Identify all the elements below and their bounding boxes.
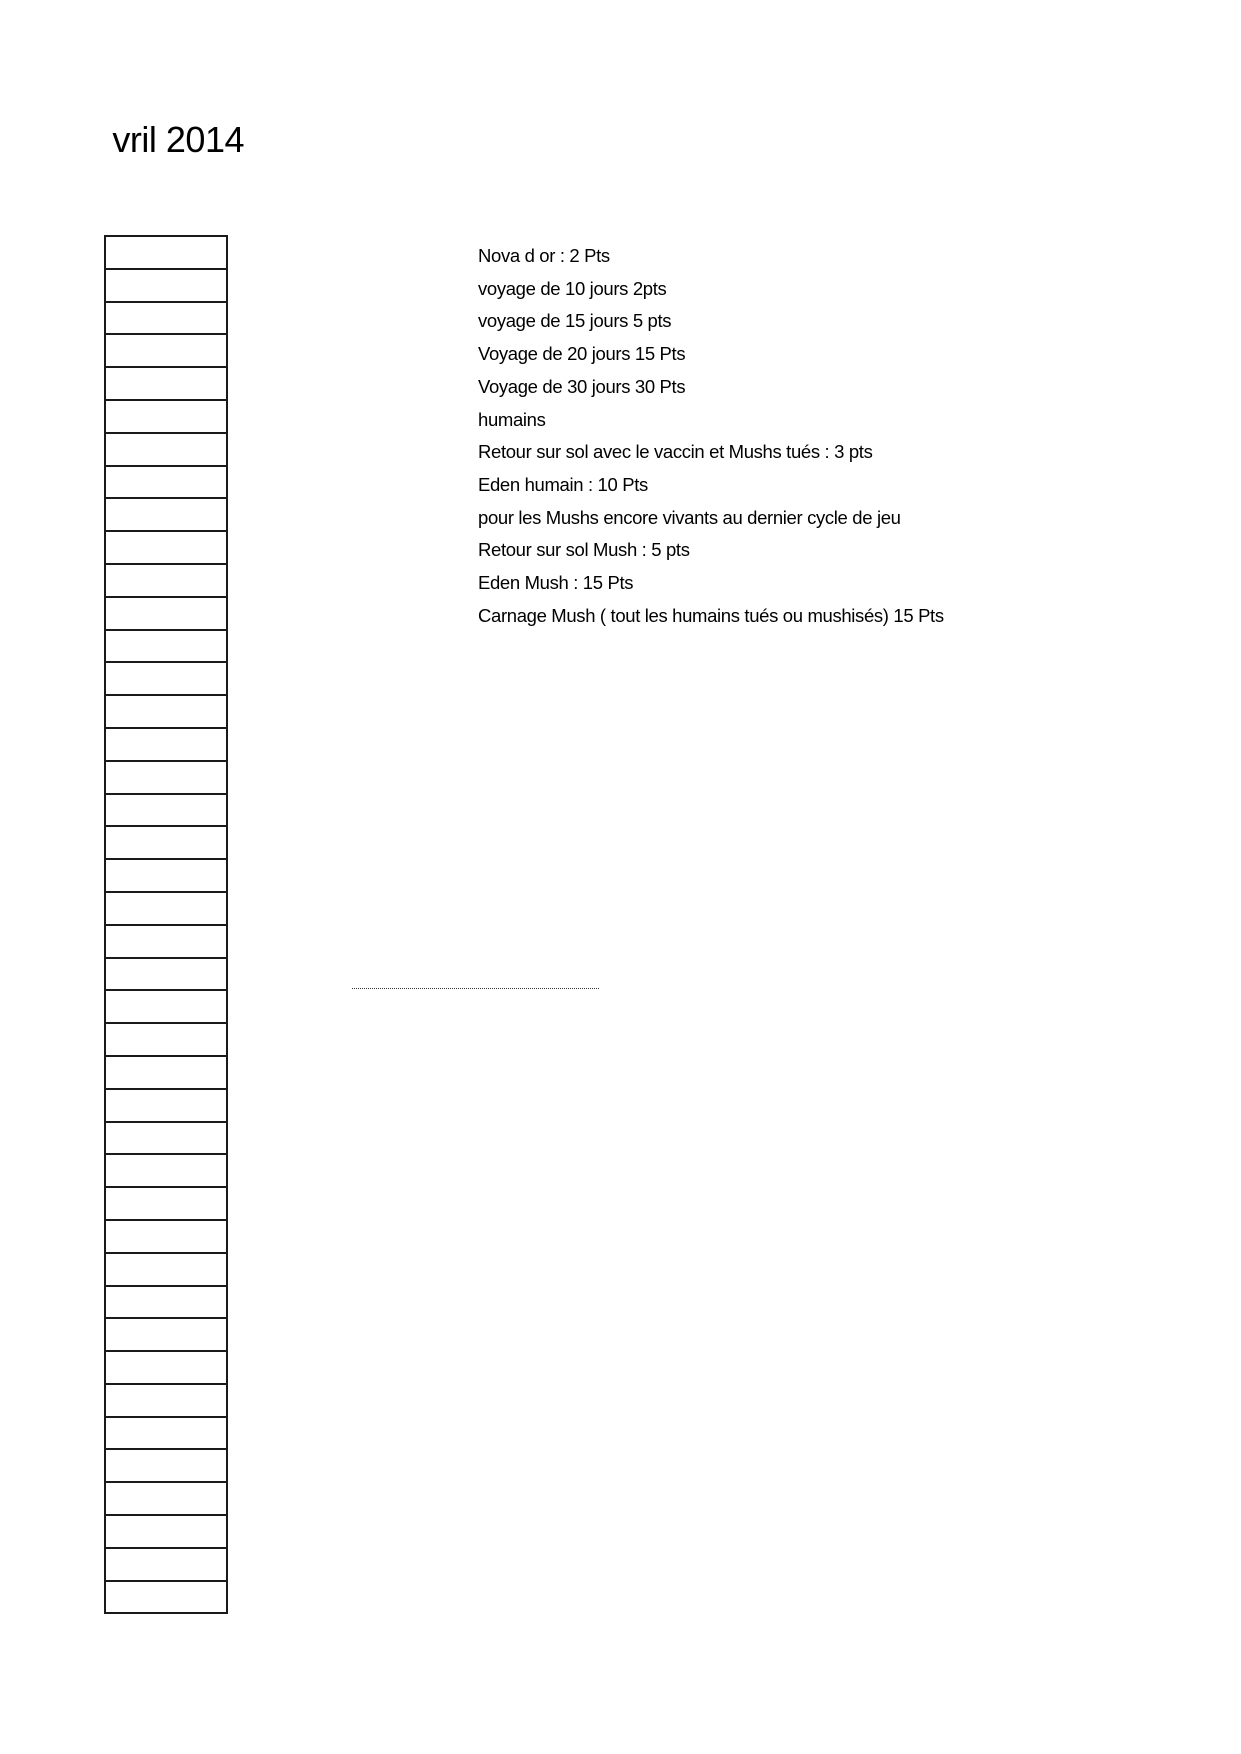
table-row xyxy=(105,1253,227,1286)
table-row xyxy=(105,761,227,794)
table-cell[interactable] xyxy=(105,1187,227,1220)
table-cell[interactable] xyxy=(105,1056,227,1089)
table-row xyxy=(105,1482,227,1515)
table-row xyxy=(105,925,227,958)
table-row xyxy=(105,531,227,564)
table-cell[interactable] xyxy=(105,990,227,1023)
table-row xyxy=(105,1384,227,1417)
table-cell[interactable] xyxy=(105,302,227,335)
rule-line: Carnage Mush ( tout les humains tués ou mushisés) 15 Pts xyxy=(478,604,944,626)
table-cell[interactable] xyxy=(105,236,227,269)
table-cell[interactable] xyxy=(105,925,227,958)
table-row xyxy=(105,728,227,761)
table-cell[interactable] xyxy=(105,597,227,630)
table-row xyxy=(105,662,227,695)
table-row xyxy=(105,859,227,892)
table-row xyxy=(105,892,227,925)
table-row xyxy=(105,433,227,466)
table-cell[interactable] xyxy=(105,433,227,466)
table-row xyxy=(105,1449,227,1482)
table-cell[interactable] xyxy=(105,1581,227,1614)
table-row xyxy=(105,1154,227,1187)
rule-line: Voyage de 20 jours 15 Pts xyxy=(478,343,686,365)
table-row xyxy=(105,564,227,597)
table-cell[interactable] xyxy=(105,498,227,531)
table-cell[interactable] xyxy=(105,630,227,663)
rule-line: Retour sur sol avec le vaccin et Mushs tués : 3 pts xyxy=(478,441,873,463)
table-cell[interactable] xyxy=(105,826,227,859)
table-cell[interactable] xyxy=(105,269,227,302)
table-row xyxy=(105,1548,227,1581)
table-row xyxy=(105,236,227,269)
table-cell[interactable] xyxy=(105,531,227,564)
table-cell[interactable] xyxy=(105,1449,227,1482)
rule-line: Nova d or : 2 Pts xyxy=(478,245,610,266)
table-cell[interactable] xyxy=(105,1515,227,1548)
table-row xyxy=(105,695,227,728)
table-cell[interactable] xyxy=(105,466,227,499)
table-row xyxy=(105,630,227,663)
table-cell[interactable] xyxy=(105,1318,227,1351)
table-row xyxy=(105,1581,227,1614)
table-cell[interactable] xyxy=(105,695,227,728)
table-row xyxy=(105,498,227,531)
table-cell[interactable] xyxy=(105,794,227,827)
table-row xyxy=(105,269,227,302)
table-row xyxy=(105,367,227,400)
table-cell[interactable] xyxy=(105,1286,227,1319)
rule-line: voyage de 15 jours 5 pts xyxy=(478,310,672,332)
rule-line: voyage de 10 jours 2pts xyxy=(478,277,667,299)
table-cell[interactable] xyxy=(105,1122,227,1155)
table-row xyxy=(105,1023,227,1056)
rule-line: Voyage de 30 jours 30 Pts xyxy=(478,375,686,397)
table-cell[interactable] xyxy=(105,334,227,367)
table-row xyxy=(105,1122,227,1155)
table-row xyxy=(105,400,227,433)
table-row xyxy=(105,466,227,499)
table-cell[interactable] xyxy=(105,1417,227,1450)
page-title-container xyxy=(102,118,302,166)
table-row xyxy=(105,958,227,991)
table-row xyxy=(105,302,227,335)
table-row xyxy=(105,334,227,367)
score-grid-body xyxy=(105,236,227,1613)
table-cell[interactable] xyxy=(105,1384,227,1417)
table-cell[interactable] xyxy=(105,1351,227,1384)
table-cell[interactable] xyxy=(105,400,227,433)
table-row xyxy=(105,1351,227,1384)
table-cell[interactable] xyxy=(105,662,227,695)
table-row xyxy=(105,1515,227,1548)
table-row xyxy=(105,1056,227,1089)
rule-section-heading: pour les Mushs encore vivants au dernier cycle de jeu xyxy=(478,506,901,528)
table-cell[interactable] xyxy=(105,1089,227,1122)
table-row xyxy=(105,1220,227,1253)
table-cell[interactable] xyxy=(105,1253,227,1286)
table-cell[interactable] xyxy=(105,859,227,892)
table-row xyxy=(105,990,227,1023)
table-row xyxy=(105,1089,227,1122)
table-cell[interactable] xyxy=(105,1548,227,1581)
table-row xyxy=(105,1286,227,1319)
score-grid-table xyxy=(104,235,228,1614)
table-row xyxy=(105,1417,227,1450)
table-cell[interactable] xyxy=(105,728,227,761)
table-row xyxy=(105,1187,227,1220)
table-row xyxy=(105,826,227,859)
table-cell[interactable] xyxy=(105,1023,227,1056)
table-row xyxy=(105,794,227,827)
table-row xyxy=(105,597,227,630)
table-cell[interactable] xyxy=(105,1220,227,1253)
table-cell[interactable] xyxy=(105,367,227,400)
page-title: vril 2014 xyxy=(112,119,244,160)
rule-line: Eden humain : 10 Pts xyxy=(478,473,648,495)
table-cell[interactable] xyxy=(105,564,227,597)
dotted-divider xyxy=(352,988,599,989)
table-cell[interactable] xyxy=(105,892,227,925)
table-row xyxy=(105,1318,227,1351)
rule-section-heading: humains xyxy=(478,408,546,430)
table-cell[interactable] xyxy=(105,1482,227,1515)
scoring-rules-list xyxy=(478,240,944,632)
table-cell[interactable] xyxy=(105,1154,227,1187)
table-cell[interactable] xyxy=(105,761,227,794)
rule-line: Retour sur sol Mush : 5 pts xyxy=(478,539,690,561)
table-cell[interactable] xyxy=(105,958,227,991)
rule-line: Eden Mush : 15 Pts xyxy=(478,572,634,594)
